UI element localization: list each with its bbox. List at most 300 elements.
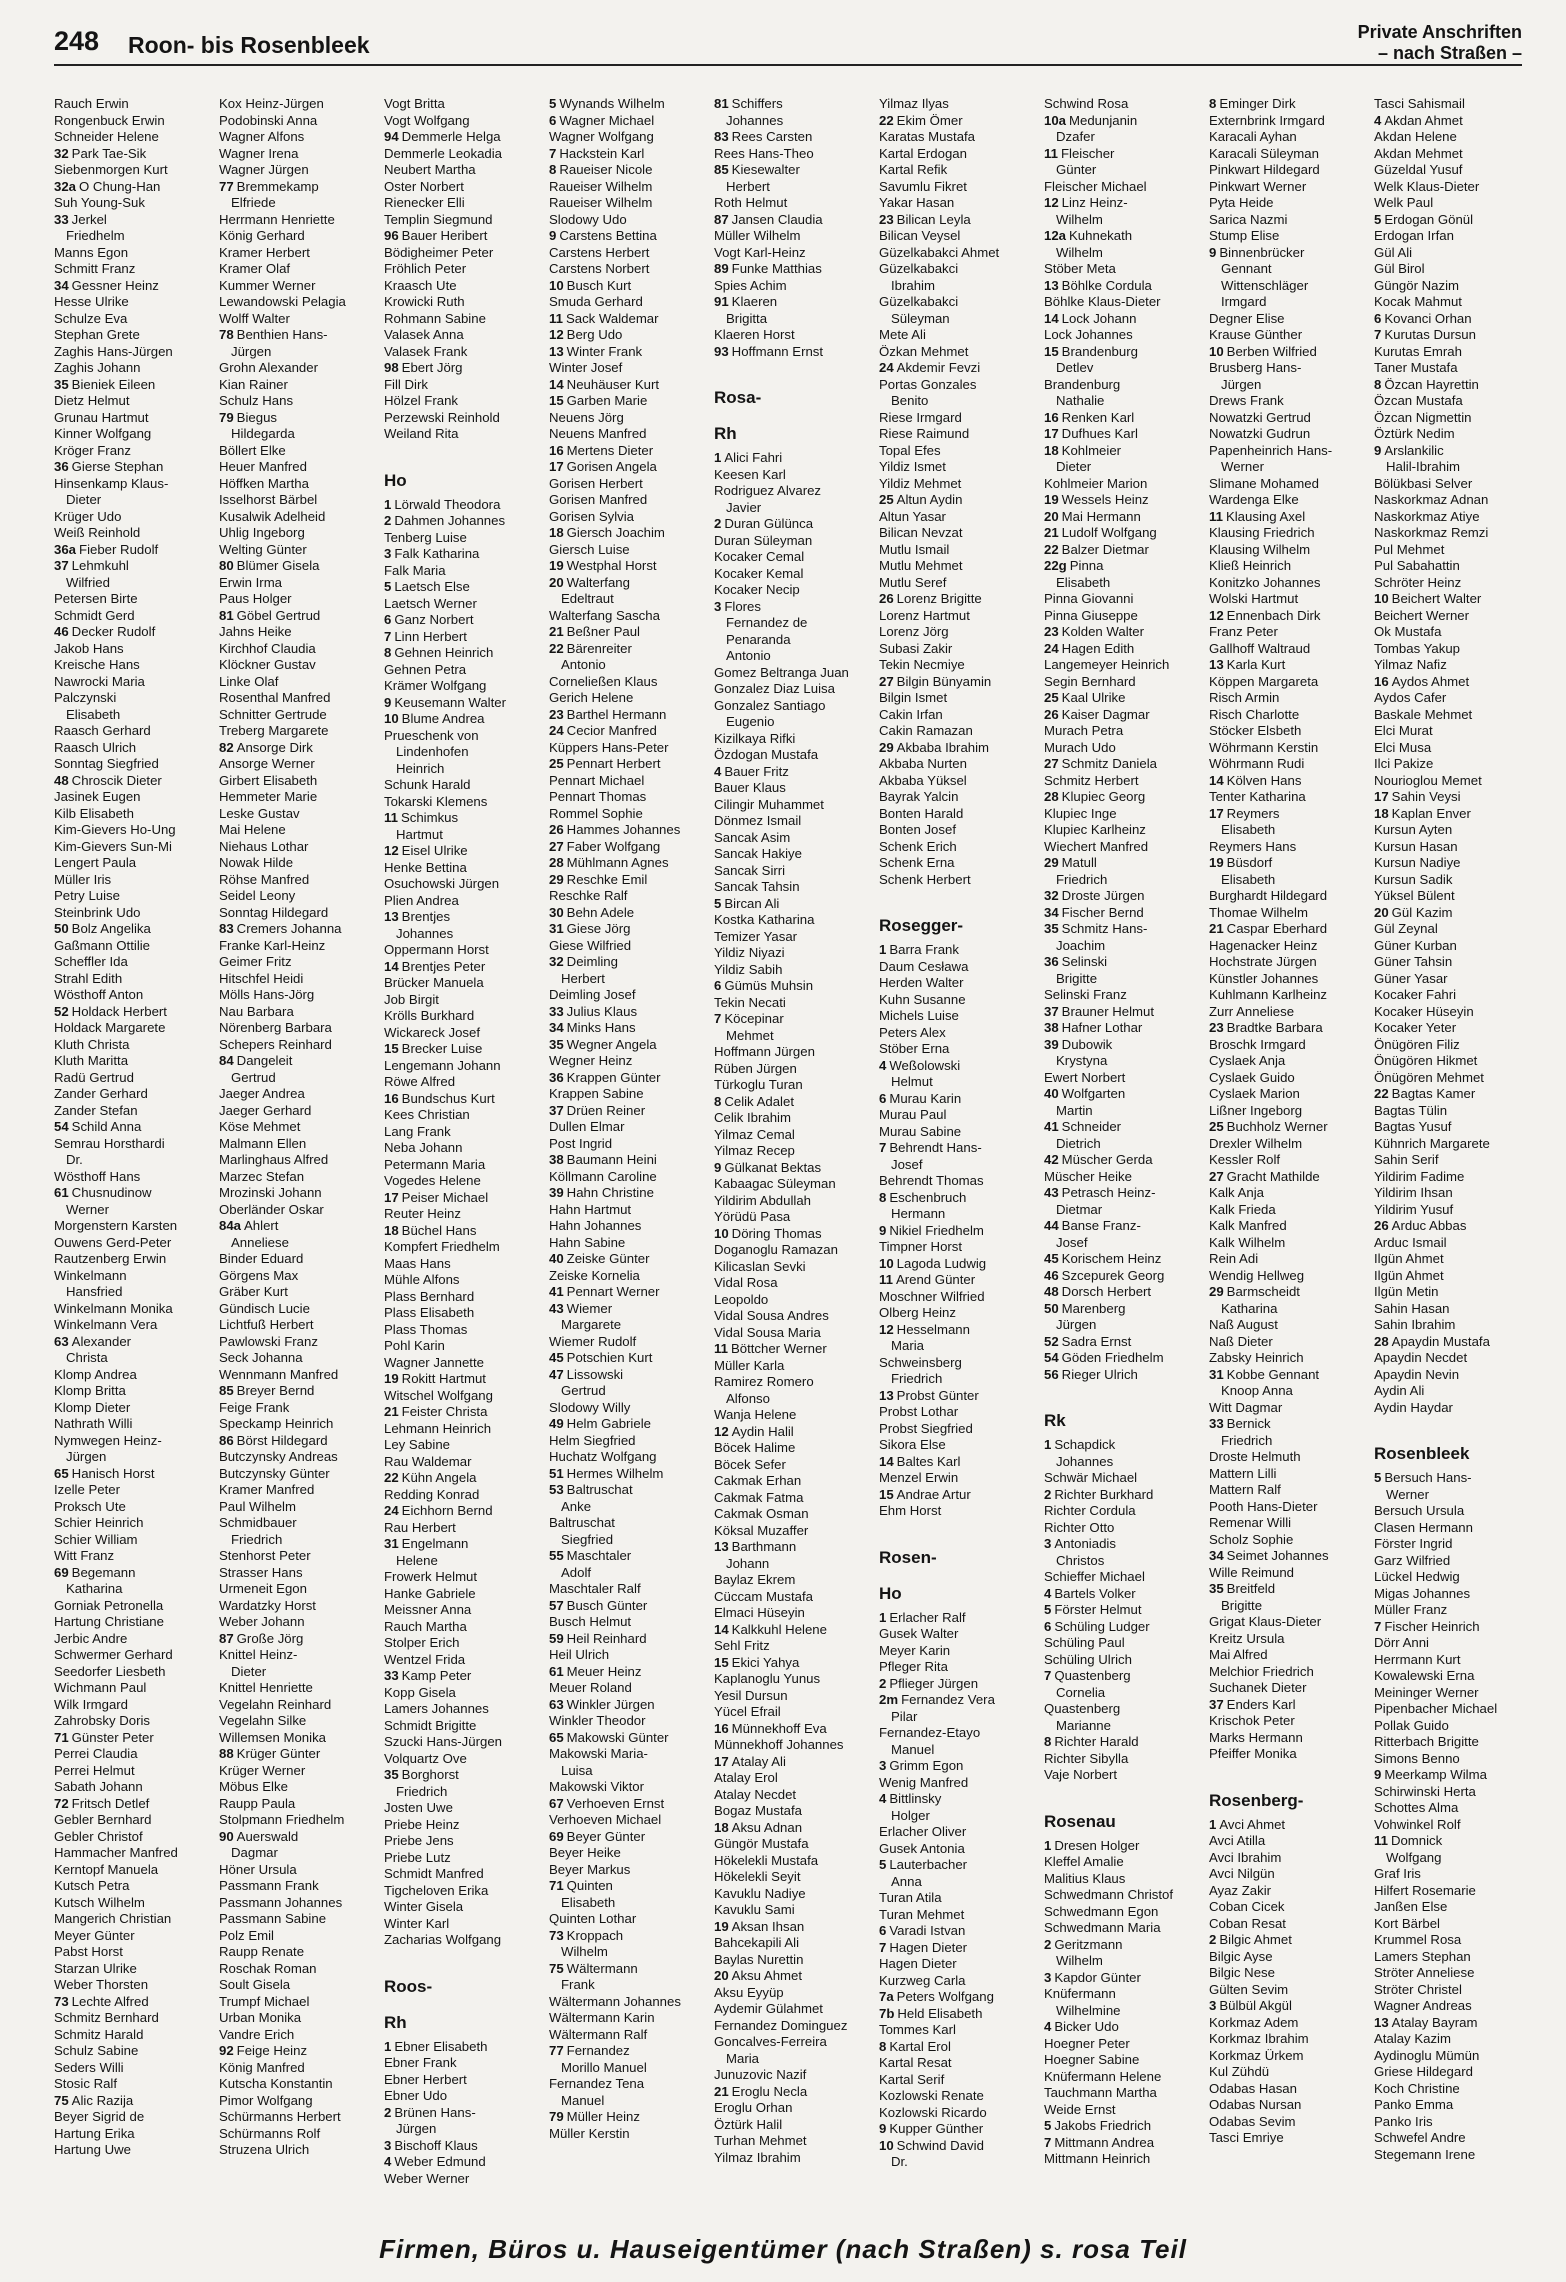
directory-entry: Dörr Anni — [1374, 1635, 1429, 1650]
directory-entry: Özcan Nigmettin — [1374, 409, 1472, 425]
house-number: 20 — [1374, 904, 1389, 920]
resident-name: Rieger Ulrich — [1061, 1366, 1138, 1382]
entry-continuation: Anna — [891, 1873, 922, 1889]
resident-name: Enders Karl — [1226, 1696, 1296, 1712]
directory-entry: Rein Adi — [1209, 1251, 1259, 1266]
directory-entry — [1044, 2019, 1201, 2036]
house-number: 90 — [219, 1828, 234, 1844]
house-number: 9 — [714, 1159, 722, 1175]
directory-entry: Jahns Heike — [219, 624, 292, 639]
entry-continuation: Anke — [561, 1498, 592, 1514]
directory-entry: Schulz Hans — [219, 393, 294, 408]
directory-entry: Junuzovic Nazif — [714, 2067, 807, 2082]
entry-continuation: Wilhelm — [1056, 211, 1103, 227]
resident-name: Kapdor Günter — [1054, 1969, 1141, 1985]
directory-entry: Butczynsky Andreas — [219, 1449, 338, 1464]
directory-entry: Vegelahn Silke — [219, 1713, 307, 1728]
resident-name: Beßner Paul — [566, 624, 640, 639]
directory-entry: Gündisch Lucie — [219, 1300, 310, 1316]
directory-entry: Subasi Zakir — [879, 640, 953, 656]
directory-entry: Welk Klaus-Dieter — [1374, 178, 1480, 194]
directory-entry: Geimer Fritz — [219, 954, 292, 969]
directory-entry — [219, 179, 376, 196]
directory-entry: Ok Mustafa — [1374, 624, 1442, 639]
directory-entry — [714, 896, 871, 913]
entry-continuation: Anneliese — [231, 1234, 289, 1250]
directory-entry: Quastenberg — [1044, 1701, 1121, 1716]
directory-entry — [549, 575, 706, 592]
directory-entry: Höner Ursula — [219, 1861, 297, 1877]
resident-name: Avci Ahmet — [1219, 1816, 1286, 1832]
directory-entry: Meuer Roland — [549, 1680, 632, 1695]
directory-entry: Rautzenberg Erwin — [54, 1251, 167, 1266]
house-number: 18 — [1374, 805, 1389, 821]
directory-entry: Drews Frank — [1209, 393, 1284, 408]
directory-entry: Rauch Martha — [384, 1618, 467, 1634]
street-heading: Rosen- — [879, 1547, 937, 1567]
resident-name: Potschien Kurt — [566, 1350, 653, 1365]
directory-column — [219, 96, 376, 2216]
house-number: 28 — [549, 855, 564, 870]
directory-entry: König Gerhard — [219, 228, 305, 243]
resident-name: Pennart Werner — [566, 1284, 660, 1299]
directory-entry — [54, 1119, 211, 1136]
directory-entry — [879, 113, 1036, 130]
directory-entry: Schüling Ulrich — [1044, 1651, 1132, 1667]
directory-entry: Drexler Wilhelm — [1209, 1135, 1303, 1151]
directory-entry: Winkler Theodor — [549, 1713, 646, 1728]
resident-name: Rees Carsten — [731, 129, 813, 144]
house-number: 91 — [714, 294, 729, 309]
directory-entry: Polz Emil — [219, 1927, 274, 1943]
directory-entry: Perrei Helmut — [54, 1762, 135, 1778]
directory-entry: Gomez Beltranga Juan — [714, 664, 849, 680]
house-number: 7b — [879, 2005, 895, 2021]
directory-entry: Cakmak Osman — [714, 1506, 809, 1521]
directory-entry: Zacharias Wolfgang — [384, 1932, 502, 1947]
directory-entry: Yakar Hasan — [879, 195, 955, 210]
directory-entry: Höffken Martha — [219, 475, 309, 491]
directory-entry — [879, 1692, 1036, 1709]
house-number: 4 — [384, 2154, 392, 2169]
directory-entry — [549, 311, 706, 328]
directory-entry: Keesen Karl — [714, 466, 786, 482]
directory-entry — [1374, 2015, 1522, 2032]
street-heading: Rosenberg- — [1209, 1790, 1304, 1810]
entry-continuation: Edeltraut — [561, 591, 614, 606]
house-number: 17 — [1209, 805, 1224, 821]
resident-name: Pinna — [1069, 558, 1104, 573]
directory-entry: Münnekhoff Johannes — [714, 1737, 844, 1752]
directory-entry: Wentzel Frida — [384, 1651, 466, 1667]
directory-entry: Wöhrmann Rudi — [1209, 756, 1305, 771]
resident-name: Balzer Dietmar — [1061, 541, 1149, 557]
house-number: 25 — [879, 492, 894, 507]
directory-entry: Kutscha Konstantin — [219, 2076, 333, 2091]
directory-entry: Avci Nilgün — [1209, 1866, 1275, 1881]
directory-entry: Huchatz Wolfgang — [549, 1449, 657, 1464]
directory-entry: Kavuklu Sami — [714, 1902, 795, 1917]
street-heading: Rosa- — [714, 388, 762, 407]
resident-name: Hesselmann — [896, 1321, 970, 1337]
entry-continuation: Friedhelm — [66, 228, 125, 243]
resident-name: Müller Heinz — [566, 2109, 640, 2124]
directory-entry: Tombas Yakup — [1374, 640, 1461, 656]
directory-entry — [549, 1350, 706, 1367]
directory-entry — [1044, 1619, 1201, 1636]
directory-entry — [384, 612, 541, 629]
directory-entry: Müller Kerstin — [549, 2125, 630, 2141]
resident-name: Baumann Heini — [566, 1152, 657, 1167]
house-number: 3 — [384, 2137, 392, 2153]
directory-entry — [384, 1503, 541, 1520]
directory-entry: Timpner Horst — [879, 1239, 963, 1254]
resident-name: Renken Karl — [1061, 409, 1135, 425]
directory-entry: Yildirim Ihsan — [1374, 1185, 1453, 1200]
directory-entry: Schirwinski Herta — [1374, 1783, 1476, 1799]
resident-name: Biegus — [236, 409, 277, 425]
directory-entry: Meininger Werner — [1374, 1684, 1479, 1700]
directory-entry: Röhse Manfred — [219, 871, 310, 887]
directory-entry: Cakmak Fatma — [714, 1489, 804, 1505]
entry-continuation: Friedrich — [1221, 1432, 1273, 1448]
directory-entry: Redding Konrad — [384, 1486, 480, 1502]
directory-entry: Winter Josef — [549, 360, 623, 375]
directory-entry: Müscher Heike — [1044, 1168, 1132, 1184]
directory-entry — [1044, 1284, 1201, 1301]
directory-entry: Schmidbauer — [219, 1515, 297, 1530]
directory-entry: Risch Armin — [1209, 690, 1280, 705]
entry-continuation: Krystyna — [1056, 1053, 1108, 1068]
directory-entry: Garz Wilfried — [1374, 1552, 1451, 1568]
directory-entry: Öztürk Halil — [714, 2116, 783, 2132]
directory-entry: Kühnrich Margarete — [1374, 1135, 1490, 1151]
directory-entry: Odabas Hasan — [1209, 2080, 1297, 2096]
directory-entry — [54, 558, 211, 575]
house-number: 15 — [879, 1486, 894, 1502]
street-heading: Ho — [879, 1583, 902, 1603]
directory-entry: Oster Norbert — [384, 178, 464, 194]
directory-entry — [549, 2043, 706, 2060]
house-number: 2 — [879, 1675, 887, 1691]
directory-entry: Turhan Mehmet — [714, 2133, 807, 2148]
directory-entry: Beyer Heike — [549, 1845, 621, 1860]
entry-continuation: Margarete — [561, 1317, 622, 1332]
directory-entry: Özkan Mehmet — [879, 343, 969, 359]
resident-name: Büsdorf — [1226, 855, 1273, 870]
resident-name: Ahlert — [244, 1218, 279, 1233]
directory-entry: Weiß Reinhold — [54, 525, 141, 540]
house-number: 3 — [384, 546, 392, 561]
directory-entry: Roschak Roman — [219, 1960, 317, 1976]
entry-continuation: Friedrich — [891, 1371, 943, 1386]
directory-entry: Winkelmann Vera — [54, 1317, 158, 1332]
directory-entry: Busch Helmut — [549, 1614, 632, 1629]
directory-entry: Kramer Herbert — [219, 244, 310, 260]
directory-entry: Schwermer Gerhard — [54, 1647, 173, 1662]
directory-entry: Lock Johannes — [1044, 327, 1133, 342]
house-number: 36 — [549, 1069, 564, 1085]
directory-entry: Wagner Irena — [219, 145, 299, 161]
directory-entry: Kuhn Susanne — [879, 991, 966, 1007]
entry-continuation: Gertrud — [231, 1069, 276, 1085]
resident-name: Andrae Artur — [896, 1486, 971, 1502]
directory-entry — [54, 1730, 211, 1747]
resident-name: Dubowik — [1061, 1036, 1113, 1052]
resident-name: Petrasch Heinz- — [1061, 1185, 1156, 1200]
directory-entry: Zabsky Heinrich — [1209, 1350, 1304, 1365]
directory-entry: Kartal Refik — [879, 162, 948, 177]
resident-name: Caspar Eberhard — [1226, 921, 1328, 936]
directory-entry: Özcan Mustafa — [1374, 393, 1463, 408]
directory-entry: Slodowy Udo — [549, 211, 627, 227]
house-number: 11 — [1209, 508, 1223, 524]
resident-name: Aydin Halil — [731, 1423, 794, 1439]
entry-continuation: Elisabeth — [561, 1894, 616, 1910]
directory-entry: Schmitz Bernhard — [54, 2010, 159, 2025]
directory-entry: Erwin Irma — [219, 574, 283, 590]
entry-continuation: Frank — [561, 1977, 595, 1992]
house-number: 83 — [714, 129, 729, 144]
directory-entry: Izelle Peter — [54, 1482, 120, 1497]
house-number: 27 — [1209, 1168, 1224, 1184]
resident-name: Linz Heinz- — [1061, 195, 1128, 210]
directory-entry: Priebe Heinz — [384, 1816, 460, 1832]
directory-entry — [714, 96, 871, 113]
resident-name: Bülbül Akgül — [1219, 1998, 1292, 2013]
house-number: 35 — [54, 376, 69, 392]
directory-entry: Schwind Rosa — [1044, 96, 1129, 111]
directory-entry: Burghardt Hildegard — [1209, 888, 1328, 903]
directory-entry — [714, 1424, 871, 1441]
house-number: 4 — [879, 1057, 887, 1073]
resident-name: Fischer Heinrich — [1384, 1618, 1480, 1634]
directory-entry: Pfeiffer Monika — [1209, 1746, 1297, 1761]
directory-entry — [879, 1857, 1036, 1874]
house-number: 35 — [384, 1767, 399, 1782]
entry-continuation: Wilhelm — [1056, 1953, 1103, 1968]
directory-entry: Ayaz Zakir — [1209, 1882, 1272, 1898]
house-number: 61 — [549, 1663, 564, 1679]
directory-entry: Tenberg Luise — [384, 529, 467, 545]
directory-entry: Goncalves-Ferreira — [714, 2034, 827, 2049]
directory-entry: Pohl Karin — [384, 1338, 445, 1353]
resident-name: Krappen Günter — [566, 1069, 661, 1085]
directory-entry: Kocaker Hüseyin — [1374, 1003, 1474, 1019]
directory-entry: Wardatzky Horst — [219, 1597, 316, 1613]
directory-entry: Externbrink Irmgard — [1209, 112, 1325, 128]
directory-entry: Sancak Tahsin — [714, 879, 800, 894]
resident-name: Jansen Claudia — [731, 211, 823, 227]
directory-entry: Zahrobsky Doris — [54, 1713, 151, 1728]
directory-entry: Pfleger Rita — [879, 1659, 948, 1674]
directory-entry: Hilfert Rosemarie — [1374, 1882, 1476, 1898]
directory-entry: Peters Alex — [879, 1024, 946, 1040]
directory-entry: Riese Irmgard — [879, 409, 962, 425]
directory-entry — [54, 212, 211, 229]
house-number: 11 — [714, 1341, 728, 1356]
house-number: 6 — [879, 1090, 887, 1106]
directory-entry: Fleischer Michael — [1044, 178, 1147, 194]
house-number: 14 — [1209, 772, 1224, 788]
directory-entry: Lorenz Jörg — [879, 624, 949, 639]
directory-entry: Wolff Walter — [219, 310, 290, 326]
directory-entry: Schier William — [54, 1531, 138, 1547]
directory-entry — [879, 1058, 1036, 1075]
house-number: 9 — [1374, 1767, 1382, 1782]
resident-name: Demmerle Helga — [401, 129, 501, 144]
entry-continuation: Helmut — [891, 1074, 933, 1089]
entry-continuation: Elisabeth — [1221, 871, 1276, 887]
house-number: 11 — [1374, 1833, 1388, 1848]
house-number: 7 — [1374, 1618, 1382, 1634]
directory-entry: Fröhlich Peter — [384, 261, 467, 276]
house-number: 34 — [1209, 1548, 1224, 1563]
directory-entry: Witt Franz — [54, 1548, 115, 1563]
directory-entry: Murach Petra — [1044, 723, 1124, 738]
directory-entry: Pooth Hans-Dieter — [1209, 1498, 1318, 1514]
directory-entry: Paus Holger — [219, 591, 292, 606]
house-number: 87 — [714, 211, 729, 227]
resident-name: Medunjanin — [1069, 112, 1138, 128]
directory-entry: Kurutas Emrah — [1374, 343, 1462, 359]
directory-entry: Bölükbasi Selver — [1374, 475, 1473, 491]
resident-name: Antoniadis — [1054, 1536, 1116, 1551]
directory-entry: Köllmann Caroline — [549, 1168, 657, 1184]
directory-entry: Pawlowski Franz — [219, 1333, 318, 1349]
directory-entry — [219, 327, 376, 344]
resident-name: Held Elisabeth — [897, 2005, 983, 2021]
resident-name: Linn Herbert — [394, 628, 467, 644]
directory-entry: Ritterbach Brigitte — [1374, 1734, 1479, 1749]
directory-entry — [384, 2105, 541, 2122]
house-number: 31 — [1209, 1366, 1224, 1382]
directory-entry — [879, 1190, 1036, 1207]
resident-name: Meerkamp Wilma — [1384, 1767, 1487, 1782]
directory-entry: Konitzko Johannes — [1209, 574, 1321, 590]
house-number: 5 — [1044, 2118, 1052, 2133]
directory-entry — [54, 2093, 211, 2110]
directory-entry: Rüben Jürgen — [714, 1060, 797, 1076]
house-number: 7 — [714, 1011, 722, 1026]
directory-entry: Neuens Manfred — [549, 426, 647, 441]
directory-entry: Aydemir Gülahmet — [714, 2001, 823, 2016]
directory-entry: Kartal Resat — [879, 2055, 952, 2070]
directory-entry — [1044, 1119, 1201, 1136]
directory-entry — [384, 579, 541, 596]
entry-continuation: Ibrahim — [891, 277, 935, 293]
directory-entry — [1044, 1086, 1201, 1103]
entry-continuation: Dr. — [66, 1152, 83, 1167]
directory-entry: Janßen Else — [1374, 1899, 1448, 1914]
resident-name: Ebert Jörg — [401, 360, 463, 375]
house-number: 20 — [1044, 508, 1059, 524]
resident-name: Lorenz Brigitte — [896, 591, 982, 606]
directory-entry — [1044, 954, 1201, 971]
entry-continuation: Antonio — [726, 648, 771, 663]
directory-entry — [549, 443, 706, 460]
directory-entry: Kramer Manfred — [219, 1482, 315, 1497]
directory-entry — [549, 822, 706, 839]
entry-continuation: Jürgen — [396, 2121, 437, 2136]
directory-entry: Odabas Nursan — [1209, 2097, 1302, 2112]
house-number: 3 — [1044, 1536, 1052, 1551]
resident-name: Atalay Bayram — [1391, 2014, 1478, 2030]
directory-entry: Valasek Anna — [384, 327, 464, 342]
directory-entry: Mittmann Heinrich — [1044, 2151, 1151, 2166]
resident-name: Varadi Istvan — [889, 1923, 966, 1938]
resident-name: Blume Andrea — [401, 711, 485, 726]
directory-entry: Zaghis Johann — [54, 360, 141, 375]
house-number: 43 — [549, 1300, 564, 1316]
directory-entry: Stegemann Irene — [1374, 2146, 1476, 2162]
resident-name: Brentjes Peter — [401, 958, 486, 974]
directory-entry — [1044, 1970, 1201, 1987]
house-number: 8 — [1044, 1734, 1052, 1749]
directory-entry: Walterfang Sascha — [549, 607, 660, 623]
house-number: 57 — [549, 1597, 564, 1613]
directory-entry: Bilgin Ismet — [879, 690, 948, 705]
directory-entry: Coban Resat — [1209, 1915, 1286, 1931]
directory-entry: Nawrocki Maria — [54, 673, 145, 689]
house-number: 16 — [549, 442, 564, 458]
house-number: 5 — [879, 1857, 887, 1872]
resident-name: Kohlmeier — [1061, 442, 1122, 458]
directory-entry: Kartal Erdogan — [879, 145, 967, 161]
resident-name: Klaeren — [731, 294, 778, 309]
resident-name: Börst Hildegard — [236, 1432, 328, 1448]
directory-entry: Priebe Jens — [384, 1833, 454, 1848]
house-number: 7a — [879, 1989, 894, 2004]
directory-entry — [714, 1968, 871, 1985]
resident-name: Hafner Lothar — [1061, 1020, 1143, 1035]
directory-entry: Lamers Johannes — [384, 1701, 489, 1716]
house-number: 42 — [1044, 1152, 1059, 1167]
directory-entry: Oberländer Oskar — [219, 1201, 324, 1217]
directory-entry: Coban Cicek — [1209, 1899, 1285, 1914]
directory-entry: Oppermann Horst — [384, 942, 489, 957]
directory-entry: Kort Bärbel — [1374, 1915, 1440, 1931]
directory-entry — [714, 1539, 871, 1556]
house-number: 10a — [1044, 112, 1067, 128]
directory-entry: Schröter Heinz — [1374, 574, 1462, 590]
resident-name: Benthien Hans- — [236, 327, 328, 342]
house-number: 84 — [219, 1053, 234, 1068]
directory-entry: Schwär Michael — [1044, 1470, 1138, 1485]
entry-continuation: Josef — [1056, 1234, 1088, 1250]
house-number: 10 — [714, 1225, 729, 1241]
directory-entry — [1209, 1697, 1366, 1714]
resident-name: Apaydin Mustafa — [1391, 1333, 1490, 1349]
resident-name: Wiemer — [566, 1300, 613, 1316]
directory-entry: Böcek Halime — [714, 1440, 796, 1455]
directory-column — [1374, 96, 1522, 2216]
resident-name: Erdogan Gönül — [1384, 211, 1474, 227]
resident-name: Schwind David — [896, 2137, 984, 2153]
house-number: 20 — [714, 1968, 729, 1983]
directory-entry — [1374, 1767, 1522, 1784]
directory-entry: Ouwens Gerd-Peter — [54, 1234, 172, 1250]
directory-entry: Klöckner Gustav — [219, 657, 316, 672]
directory-entry — [219, 1433, 376, 1450]
house-number: 31 — [549, 921, 564, 936]
house-number: 8 — [1374, 376, 1382, 392]
entry-continuation: Jürgen — [66, 1449, 107, 1464]
directory-entry: Yilmaz Nafiz — [1374, 657, 1447, 672]
directory-entry: Ramirez Romero — [714, 1374, 814, 1389]
directory-entry — [549, 344, 706, 361]
directory-entry: Apaydin Necdet — [1374, 1350, 1468, 1365]
